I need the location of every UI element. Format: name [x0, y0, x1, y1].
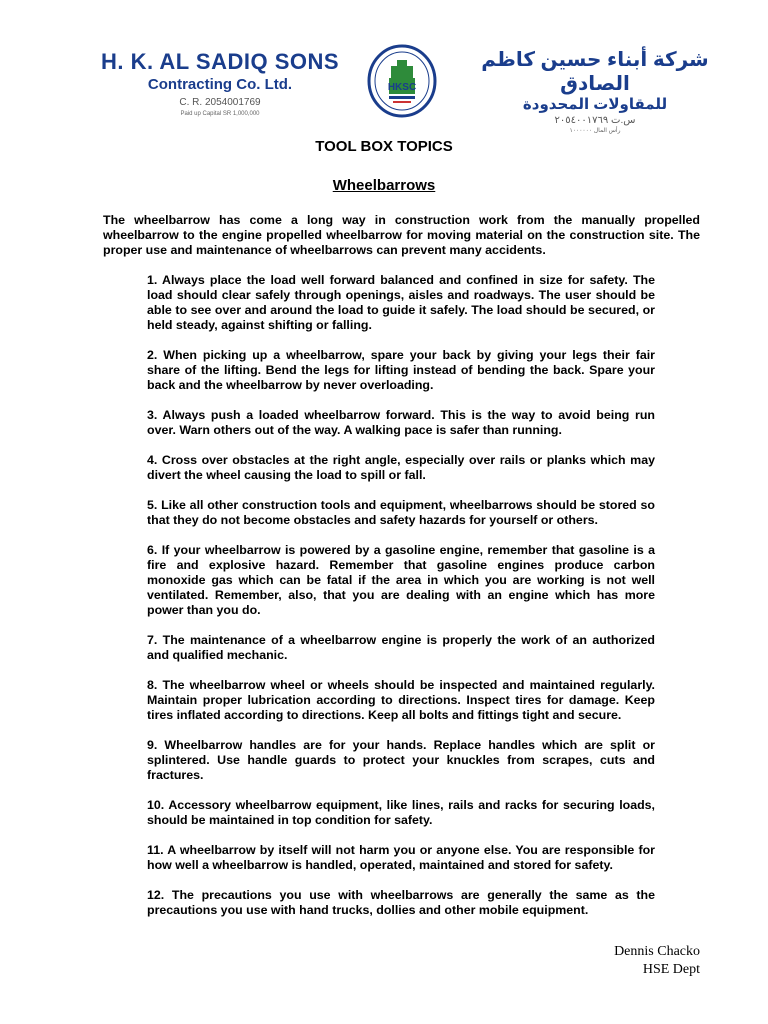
safety-item: 3. Always push a loaded wheelbarrow forward. This is the way to avoid being run over. Warn others out of the way. A walking pace is safer than running. [147, 408, 655, 437]
signature-name: Dennis Chacko [614, 944, 700, 959]
letterhead [0, 0, 768, 134]
company-subtitle-ar: للمقاولات المحدودة [522, 96, 668, 113]
safety-item: 11. A wheelbarrow by itself will not harm you or anyone else. You are responsible for how well a wheelbarrow is handled, operated, maintained and stored for safety. [147, 843, 655, 872]
paid-up-capital-ar: رأس المال ١٠٠٠٠٠٠ [569, 128, 621, 134]
paid-up-capital-en: Paid up Capital SR 1,000,000 [180, 111, 260, 117]
svg-text:HKSC: HKSC [387, 82, 417, 93]
safety-item: 2. When picking up a wheelbarrow, spare your back by giving your legs their fair share of the lifting. Bend the legs for lifting instead of bending the back. Spare your back and the wheelbarrow by never overloading. [147, 348, 655, 392]
document-title: TOOL BOX TOPICS [315, 138, 453, 155]
safety-item: 10. Accessory wheelbarrow equipment, like lines, rails and racks for securing loads, should be maintained in top condition for safety. [147, 798, 655, 827]
safety-item: 4. Cross over obstacles at the right angle, especially over rails or planks which may divert the wheel causing the load to spill or fall. [147, 453, 655, 482]
commercial-registration-ar: س.ت ٢٠٥٤٠٠١٧٦٩ [554, 115, 636, 126]
commercial-registration-en: C. R. 2054001769 [179, 97, 261, 108]
safety-items-list [147, 273, 655, 933]
signature-department: HSE Dept [642, 962, 700, 977]
company-logo [367, 44, 437, 118]
company-name-en: H. K. AL SADIQ SONS [100, 49, 340, 74]
signature-block [614, 943, 700, 979]
safety-item: 12. The precautions you use with wheelbarrows are generally the same as the precautions you use with hand trucks, dollies and other mobile equipment. [147, 888, 655, 917]
safety-item: 5. Like all other construction tools and equipment, wheelbarrows should be stored so that they do not become obstacles and safety hazards for yourself or others. [147, 498, 655, 527]
company-subtitle-en: Contracting Co. Ltd. [147, 76, 293, 93]
safety-item: 6. If your wheelbarrow is powered by a gasoline engine, remember that gasoline is a fire and explosive hazard. Remember that gasoline engines produce carbon monoxide gas which can be fatal if the area in which you are working is not well ventilated. Remember, also, that you are dealing with an engine which has more power than you do. [147, 543, 655, 617]
safety-item: 1. Always place the load well forward balanced and confined in size for safety. The load should clear safely through openings, aisles and roadways. The user should be able to see over and around the load to guide it safely. The load should be secured, or held steady, against shifting or falling. [147, 273, 655, 332]
document-subtitle: Wheelbarrows [332, 177, 436, 194]
company-english-block [80, 48, 360, 118]
safety-item: 7. The maintenance of a wheelbarrow engine is properly the work of an authorized and qualified mechanic. [147, 633, 655, 662]
intro-paragraph: The wheelbarrow has come a long way in construction work from the manually propelled wheelbarrow to the engine propelled wheelbarrow for moving material on the construction site. The proper use and maintenance of wheelbarrows can prevent many accidents. [103, 213, 700, 257]
company-arabic-block [460, 48, 730, 135]
company-name-ar: شركة أبناء حسين كاظم الصادق [481, 49, 709, 95]
safety-item: 9. Wheelbarrow handles are for your hands. Replace handles which are split or splintered. Use handle guards to protect your knuckles from scrapes, cuts and fractures. [147, 738, 655, 782]
safety-item: 8. The wheelbarrow wheel or wheels should be inspected and maintained regularly. Maintain proper lubrication according to directions. Inspect tires for damage. Keep tires inflated according to directions. Keep all bolts and fittings tight and secure. [147, 678, 655, 722]
